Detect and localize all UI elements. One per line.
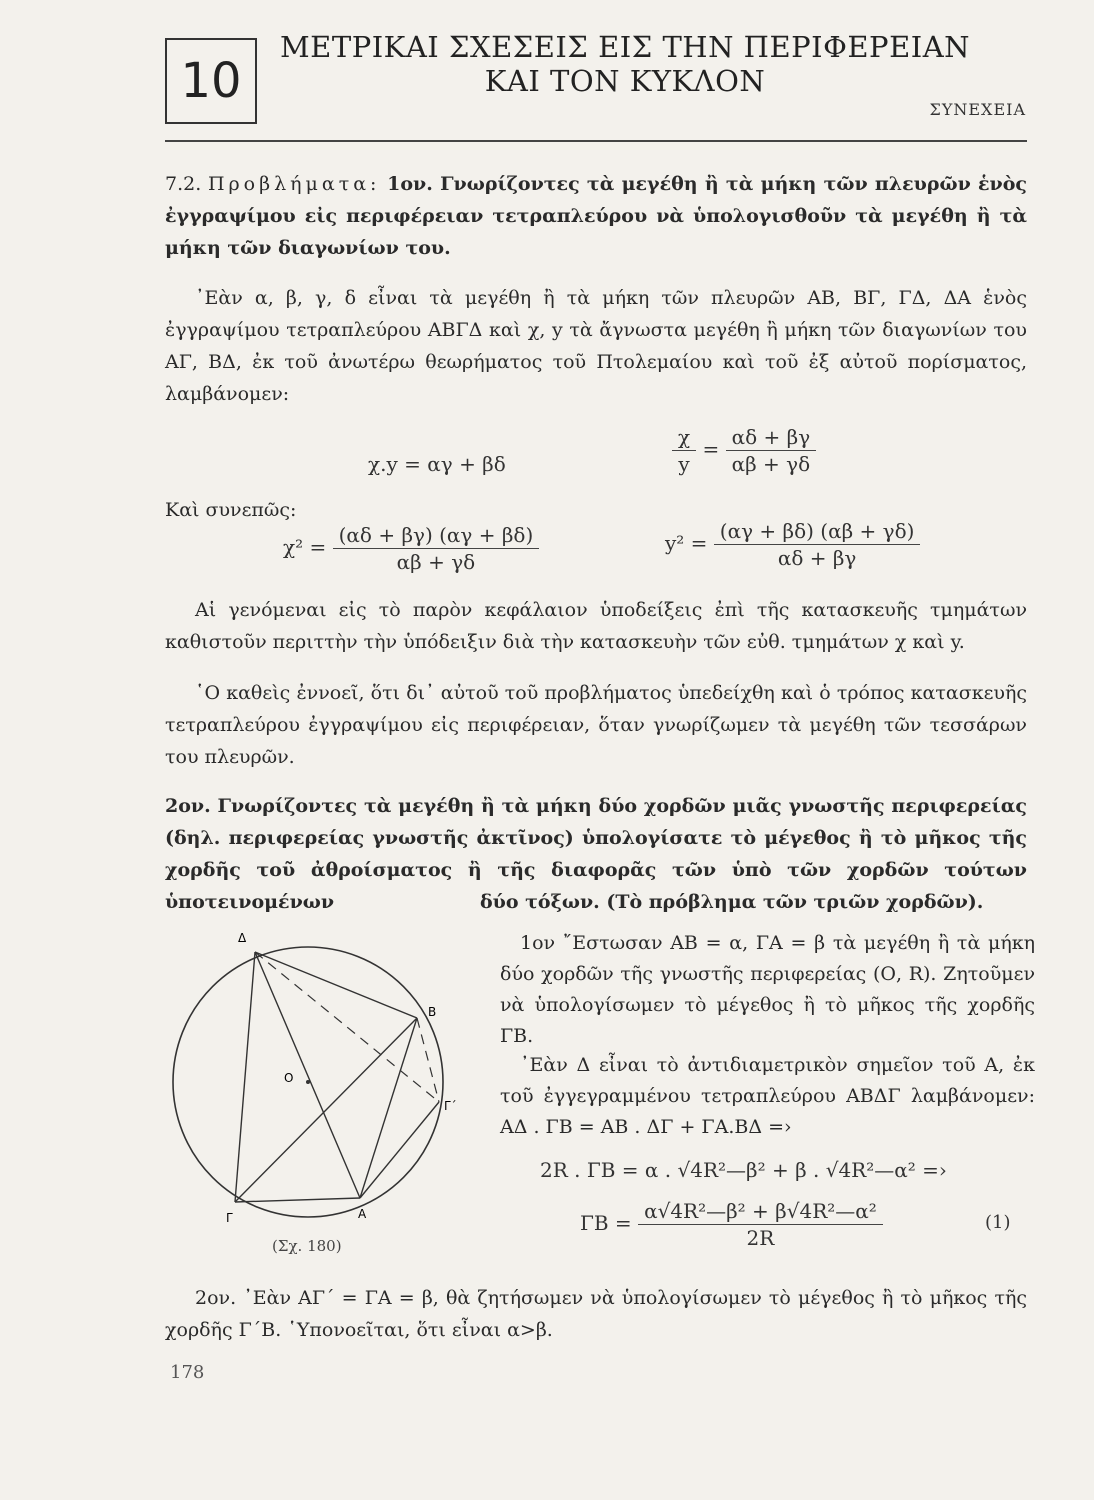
- chord-AG: [235, 1198, 360, 1202]
- paragraph-3: ῾Ο καθεὶς ἐννοεῖ, ὅτι δι᾿ αὐτοῦ τοῦ προβλήματος ὑπεδείχθη καὶ ὁ τρόπος κατασκευῆς τετραπλεύρου ἐγγραψίμου εἰς περιφέρειαν, ὅταν γνωρίζωμεν τὰ μεγέθη τῶν τεσσάρων του πλευρῶν.: [165, 682, 1027, 768]
- dashed-BG-prime: [417, 1018, 439, 1102]
- kai-synepos: Καὶ συνεπῶς:: [165, 499, 297, 521]
- formula-3-frac: [333, 522, 540, 575]
- formula-3-num: (αδ + βγ) (αγ + βδ): [333, 522, 540, 549]
- formula-6-lhs: ΓΒ =: [580, 1211, 632, 1235]
- chapter-title-line2: ΚΑΙ ΤΟΝ ΚΥΚΛΟΝ: [484, 64, 766, 98]
- formula-2-rhs: [726, 424, 817, 477]
- paragraph-2: Αἱ γενόμεναι εἰς τὸ παρὸν κεφάλαιον ὑποδείξεις ἐπὶ τῆς κατασκευῆς τμημάτων καθιστοῦν περιττὴν τὴν ὑπόδειξιν διὰ τὴν κατασκευὴν τῶν εὐθ. τμημάτων χ καὶ y.: [165, 599, 1027, 653]
- formula-3-lhs: χ² =: [283, 535, 327, 559]
- formula-5: 2R . ΓΒ = α . √4R²—β² + β . √4R²—α² =›: [540, 1158, 947, 1182]
- section-number: 7.2.: [165, 173, 202, 195]
- chapter-number-box: [165, 38, 257, 124]
- figure-180: [160, 920, 480, 1250]
- label-D: Δ: [238, 931, 247, 945]
- formula-6: [580, 1198, 883, 1251]
- problem1-heading: 1ον. Γνωρίζοντες τὰ μεγέθη ἢ τὰ μήκη τῶν πλευρῶν ἑνὸς ἐγγραψίμου εἰς περιφέρειαν τετραπλεύρου νὰ ὑπολογισθοῦν τὰ μεγέθη ἢ τὰ μήκη τῶν διαγωνίων του.: [165, 173, 1027, 259]
- chapter-title: [275, 30, 975, 98]
- formula-6-num: α√4R²—β² + β√4R²—α²: [638, 1198, 883, 1225]
- formula-6-tag: (1): [985, 1212, 1011, 1233]
- formula-2-eq: =: [702, 437, 726, 461]
- formula-2: [672, 424, 816, 477]
- paragraph-1: ᾿Εὰν α, β, γ, δ εἶναι τὰ μεγέθη ἢ τὰ μήκη τῶν πλευρῶν ΑΒ, ΒΓ, ΓΔ, ΔΑ ἑνὸς ἐγγραψίμου τετραπλεύρου ΑΒΓΔ καὶ χ, y τὰ ἄγνωστα μεγέθη ἢ μήκη τῶν διαγωνίων του ΑΓ, ΒΔ, ἐκ τοῦ ἀνωτέρω θεωρήματος τοῦ Πτολεμαίου καὶ τοῦ ἐξ αὐτοῦ πορίσματος, λαμβάνομεν:: [165, 287, 1027, 405]
- formula-2-lhs-den: y: [678, 452, 690, 476]
- formula-4-frac: [714, 518, 921, 571]
- formula-6-frac: [638, 1198, 883, 1251]
- formula-6-den: 2R: [746, 1226, 775, 1250]
- figure-caption: (Σχ. 180): [272, 1237, 342, 1255]
- formula-2-lhs: [672, 424, 696, 477]
- center-point: [306, 1080, 310, 1084]
- section-label: Προβλήματα:: [207, 173, 381, 195]
- formula-4-num: (αγ + βδ) (αβ + γδ): [714, 518, 921, 545]
- label-A: Α: [358, 1207, 367, 1221]
- header-rule: [165, 140, 1027, 142]
- label-B: Β: [428, 1005, 437, 1019]
- formula-3: [283, 522, 539, 575]
- chord-GB: [235, 1018, 417, 1202]
- formula-3-den: αβ + γδ: [396, 550, 476, 574]
- label-G-prime: Γ΄: [444, 1099, 457, 1113]
- right-paragraph-2: ᾿Εὰν Δ εἶναι τὸ ἀντιδιαμετρικὸν σημεῖον τοῦ Α, ἐκ τοῦ ἐγγεγραμμένου τετραπλεύρου ΑΒΔΓ λαμβάνομεν: ΑΔ . ΓΒ = ΑΒ . ΔΓ + ΓΑ.ΒΔ =›: [500, 1054, 1035, 1138]
- formula-2-lhs-num: χ: [672, 424, 696, 451]
- continued-label: ΣΥΝΕΧΕΙΑ: [929, 100, 1026, 119]
- label-G: Γ: [226, 1211, 233, 1225]
- formula-4-lhs: y² =: [665, 531, 708, 555]
- page-number: 178: [170, 1362, 205, 1383]
- formula-4-den: αδ + βγ: [777, 546, 857, 570]
- problem2-heading-end: δύο τόξων. (Τὸ πρόβλημα τῶν τριῶν χορδῶν).: [480, 891, 984, 913]
- formula-2-rhs-den: αβ + γδ: [731, 452, 811, 476]
- problem1-heading-block: [165, 168, 1027, 264]
- right-paragraph-1: 1ον ῎Εστωσαν ΑΒ = α, ΓΑ = β τὰ μεγέθη ἢ τὰ μήκη δύο χορδῶν τῆς γνωστῆς περιφερείας (Ο, R). Ζητοῦμεν νὰ ὑπολογίσωμεν τὸ μέγεθος ἢ τὸ μῆκος τῆς χορδῆς ΓΒ.: [500, 932, 1035, 1047]
- dashed-DG-prime: [255, 952, 439, 1102]
- problem2-heading: 2ον. Γνωρίζοντες τὰ μεγέθη ἢ τὰ μήκη δύο χορδῶν μιᾶς γνωστῆς περιφερείας (δηλ. περιφερείας γνωστῆς ἀκτῖνος) ὑπολογίσατε τὸ μέγεθος ἢ τὸ μῆκος τῆς χορδῆς τοῦ ἀθροίσματος ἢ τῆς διαφορᾶς τῶν ὑπὸ τῶν χορδῶν τούτων ὑποτεινομένων: [165, 795, 1027, 913]
- chapter-number: 10: [180, 53, 242, 109]
- paragraph-4: 2ον. ᾿Εὰν ΑΓ΄ = ΓΑ = β, θὰ ζητήσωμεν νὰ ὑπολογίσωμεν τὸ μέγεθος ἢ τὸ μῆκος τῆς χορδῆς Γ΄Β. ῾Υπονοεῖται, ὅτι εἶναι α>β.: [165, 1287, 1027, 1341]
- formula-4: [665, 518, 920, 571]
- chord-GD: [235, 952, 255, 1202]
- label-O: Ο: [284, 1071, 294, 1085]
- chapter-title-line1: ΜΕΤΡΙΚΑΙ ΣΧΕΣΕΙΣ ΕΙΣ ΤΗΝ ΠΕΡΙΦΕΡΕΙΑΝ: [279, 30, 971, 64]
- chord-AG-prime: [360, 1102, 439, 1198]
- formula-1: χ.y = αγ + βδ: [368, 452, 506, 476]
- formula-2-rhs-num: αδ + βγ: [726, 424, 817, 451]
